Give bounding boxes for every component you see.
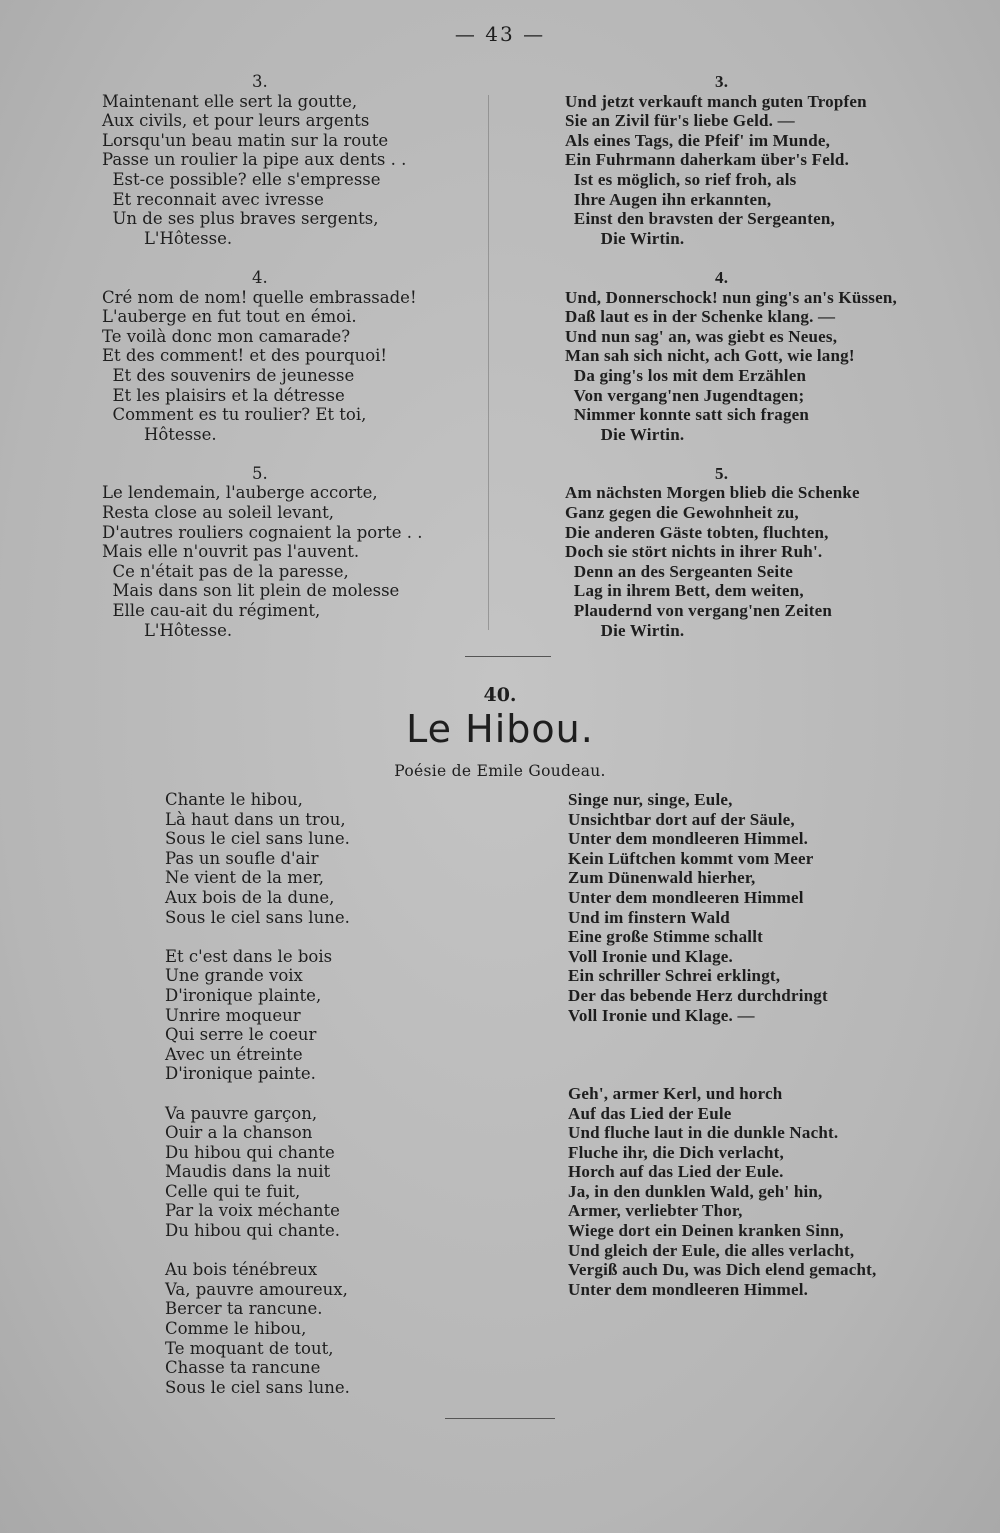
verse-line: Man sah sich nicht, ach Gott, wie lang!	[565, 346, 855, 366]
verse-line: Die Wirtin.	[565, 424, 685, 444]
verse-line: Unsichtbar dort auf der Säule,	[568, 809, 795, 829]
verse-line: Und fluche laut in die dunkle Nacht.	[568, 1123, 839, 1143]
verse-line: Cré nom de nom! quelle embrassade!	[102, 287, 417, 307]
verse-line: Comment es tu roulier? Et toi,	[102, 405, 367, 425]
verse-line: Pas un soufle d'air	[165, 848, 319, 868]
verse-line: Die anderen Gäste tobten, fluchten,	[565, 522, 829, 542]
verse-line: Und gleich der Eule, die alles verlacht,	[568, 1240, 855, 1260]
stanza-gap	[565, 444, 965, 464]
verse-line: Eine große Stimme schallt	[568, 927, 763, 947]
verse-line: Wiege dort ein Deinen kranken Sinn,	[568, 1221, 844, 1241]
stanza-gap	[568, 1045, 968, 1065]
stanza-gap	[165, 927, 485, 947]
verse-line: Du hibou qui chante.	[165, 1221, 341, 1241]
verse-line: Doch sie stört nichts in ihrer Ruh'.	[565, 542, 823, 562]
stanza-gap	[165, 1241, 485, 1261]
verse-line: Sous le ciel sans lune.	[165, 829, 350, 849]
verse-line: Chasse ta rancune	[165, 1358, 321, 1378]
verse-line: Lorsqu'un beau matin sur la route	[102, 130, 389, 150]
verse-line: Der das bebende Herz durchdringt	[568, 985, 828, 1005]
verse-line: Un de ses plus braves sergents,	[102, 209, 379, 229]
verse-line: Ein schriller Schrei erklingt,	[568, 966, 781, 986]
verse-line: Zum Dünenwald hierher,	[568, 868, 756, 888]
verse-line: Et des comment! et des pourquoi!	[102, 346, 388, 366]
verse-line: Kein Lüftchen kommt vom Meer	[568, 848, 814, 868]
stanza-number: 5.	[252, 463, 268, 483]
verse-line: L'auberge en fut tout en émoi.	[102, 307, 357, 327]
verse-line: Unter dem mondleeren Himmel	[568, 887, 804, 907]
verse-line: D'ironique plainte,	[165, 985, 322, 1005]
verse-line: Und, Donnerschock! nun ging's an's Küssen,	[565, 287, 897, 307]
stanza-gap	[565, 248, 965, 268]
verse-line: Von vergang'nen Jugendtagen;	[565, 385, 805, 405]
stanza-number: 3.	[252, 72, 268, 91]
verse-line: Resta close au soleil levant,	[102, 503, 334, 523]
verse-line: Hôtesse.	[102, 424, 217, 444]
verse-line: Sous le ciel sans lune.	[165, 907, 350, 927]
verse-line: Va, pauvre amoureux,	[165, 1279, 348, 1299]
verse-line: Maudis dans la nuit	[165, 1162, 331, 1182]
verse-line: Voll Ironie und Klage. —	[568, 1005, 755, 1025]
verse-line: Als eines Tags, die Pfeif' im Munde,	[565, 130, 831, 150]
verse-line: Comme le hibou,	[165, 1319, 307, 1339]
stanza-number: 5.	[715, 463, 729, 483]
verse-line: Ganz gegen die Gewohnheit zu,	[565, 503, 799, 523]
stanza-gap	[568, 1025, 968, 1045]
verse-line: Plaudernd von vergang'nen Zeiten	[565, 601, 833, 621]
stanza-gap	[568, 1064, 968, 1084]
verse-line: Celle qui te fuit,	[165, 1181, 301, 1201]
verse-line: Singe nur, singe, Eule,	[568, 790, 733, 809]
verse-line: Et des souvenirs de jeunesse	[102, 365, 355, 385]
verse-line: Da ging's los mit dem Erzählen	[565, 365, 807, 385]
verse-line: Geh', armer Kerl, und horch	[568, 1083, 783, 1103]
verse-line: Avec un étreinte	[165, 1044, 303, 1064]
verse-line: Und jetzt verkauft manch guten Tropfen	[565, 91, 867, 111]
verse-line: Et c'est dans le bois	[165, 946, 333, 966]
stanza-number: 4.	[715, 267, 729, 287]
verse-line: Qui serre le coeur	[165, 1025, 317, 1045]
verse-line: Ja, in den dunklen Wald, geh' hin,	[568, 1181, 823, 1201]
previous-song-french-column	[102, 72, 472, 640]
verse-line: Unrire moqueur	[165, 1005, 301, 1025]
verse-line: Nimmer konnte satt sich fragen	[565, 405, 810, 425]
verse-line: Ihre Augen ihn erkannten,	[565, 189, 772, 209]
verse-line: Chante le hibou,	[165, 790, 303, 809]
stanza-number: 4.	[252, 267, 268, 287]
stanza-gap	[102, 444, 472, 464]
verse-line: Fluche ihr, die Dich verlacht,	[568, 1142, 784, 1162]
verse-line: Voll Ironie und Klage.	[568, 946, 733, 966]
verse-line: Va pauvre garçon,	[165, 1103, 318, 1123]
verse-line: Par la voix méchante	[165, 1201, 340, 1221]
verse-line: Am nächsten Morgen blieb die Schenke	[565, 483, 860, 503]
verse-line: Est-ce possible? elle s'empresse	[102, 169, 381, 189]
verse-line: Sous le ciel sans lune.	[165, 1377, 350, 1397]
verse-line: Sie an Zivil für's liebe Geld. —	[565, 111, 795, 131]
verse-line: Die Wirtin.	[565, 620, 685, 640]
verse-line: Mais dans son lit plein de molesse	[102, 581, 400, 601]
verse-line: Te voilà donc mon camarade?	[102, 326, 351, 346]
poem-german-column	[568, 790, 968, 1299]
poem-french-column	[165, 790, 485, 1397]
stanza-number: 3.	[715, 72, 729, 91]
verse-line: Elle cau-ait du régiment,	[102, 601, 321, 621]
verse-line: Au bois ténébreux	[165, 1260, 318, 1280]
verse-line: Aux bois de la dune,	[165, 887, 335, 907]
stanza-gap	[165, 1084, 485, 1104]
end-rule	[445, 1418, 555, 1419]
verse-line: D'ironique painte.	[165, 1064, 316, 1084]
verse-line: Passe un roulier la pipe aux dents . .	[102, 150, 407, 170]
previous-song-german-column	[565, 72, 965, 640]
verse-line: Ce n'était pas de la paresse,	[102, 561, 349, 581]
verse-line: Ein Fuhrmann daherkam über's Feld.	[565, 150, 850, 170]
verse-line: Du hibou qui chante	[165, 1142, 335, 1162]
verse-line: Die Wirtin.	[565, 228, 685, 248]
column-divider	[488, 95, 489, 630]
verse-line: Là haut dans un trou,	[165, 809, 346, 829]
poem-number: 40.	[483, 684, 517, 706]
verse-line: Und im finstern Wald	[568, 907, 730, 927]
verse-line: Ne vient de la mer,	[165, 868, 324, 888]
verse-line: Ist es möglich, so rief froh, als	[565, 169, 797, 189]
verse-line: Le lendemain, l'auberge accorte,	[102, 483, 378, 503]
verse-line: L'Hôtesse.	[102, 228, 233, 248]
verse-line: D'autres rouliers cognaient la porte . .	[102, 522, 423, 542]
verse-line: Daß laut es in der Schenke klang. —	[565, 307, 836, 327]
page-number: — 43 —	[454, 22, 546, 46]
verse-line: Te moquant de tout,	[165, 1338, 334, 1358]
verse-line: Armer, verliebter Thor,	[568, 1201, 743, 1221]
verse-line: Vergiß auch Du, was Dich elend gemacht,	[568, 1260, 877, 1280]
verse-line: Et les plaisirs et la détresse	[102, 385, 345, 405]
verse-line: Une grande voix	[165, 966, 303, 986]
verse-line: Denn an des Sergeanten Seite	[565, 561, 793, 581]
verse-line: Mais elle n'ouvrit pas l'auvent.	[102, 542, 360, 562]
verse-line: Maintenant elle sert la goutte,	[102, 91, 358, 111]
section-divider	[465, 656, 551, 657]
verse-line: Ouir a la chanson	[165, 1123, 313, 1143]
verse-line: Auf das Lied der Eule	[568, 1103, 732, 1123]
poem-subtitle: Poésie de Emile Goudeau.	[394, 762, 606, 780]
verse-line: Lag in ihrem Bett, dem weiten,	[565, 581, 804, 601]
verse-line: Unter dem mondleeren Himmel.	[568, 829, 809, 849]
poem-title: Le Hibou.	[406, 707, 594, 751]
verse-line: Horch auf das Lied der Eule.	[568, 1162, 784, 1182]
verse-line: Einst den bravsten der Sergeanten,	[565, 209, 835, 229]
verse-line: Unter dem mondleeren Himmel.	[568, 1279, 809, 1299]
verse-line: Bercer ta rancune.	[165, 1299, 323, 1319]
verse-line: L'Hôtesse.	[102, 620, 233, 640]
verse-line: Aux civils, et pour leurs argents	[102, 111, 370, 131]
verse-line: Et reconnait avec ivresse	[102, 189, 324, 209]
verse-line: Und nun sag' an, was giebt es Neues,	[565, 326, 838, 346]
stanza-gap	[102, 248, 472, 268]
